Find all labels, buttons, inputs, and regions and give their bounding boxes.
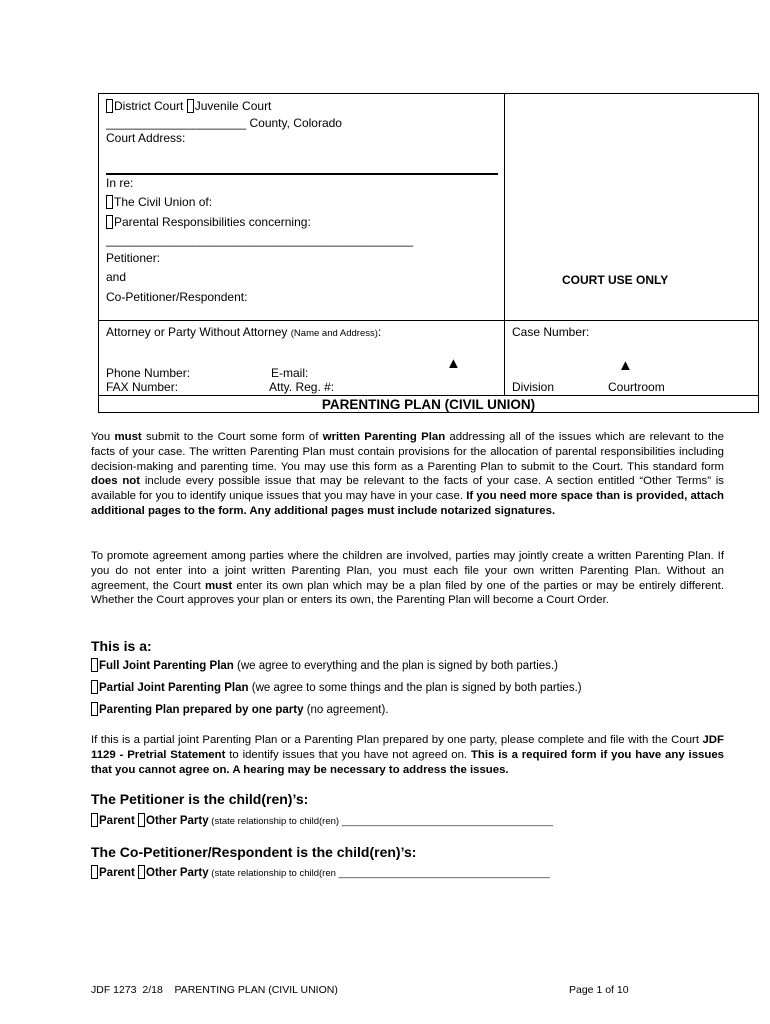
- court-use-only: COURT USE ONLY: [562, 273, 669, 287]
- option-full-joint: Full Joint Parenting Plan (we agree to everything and the plan is signed by both parties.): [91, 658, 558, 672]
- partial-plan-note: If this is a partial joint Parenting Plan or a Parenting Plan prepared by one party, please complete and file with the Court JDF 1129 - Pretrial Statement to identify issues that you have not agreed on. This is a required form if you have any issues that you cannot agree on. A hearing may be necessary to address the issues.: [91, 734, 724, 776]
- co-petitioner-heading: The Co-Petitioner/Respondent is the child(ren)’s:: [91, 844, 417, 860]
- court-type-line: [106, 99, 271, 113]
- attorney-colon: :: [377, 325, 382, 339]
- triangle-icon: ▲: [618, 357, 633, 374]
- civil-union-label: The Civil Union of:: [114, 195, 213, 209]
- case-number-label[interactable]: Case Number:: [512, 325, 590, 339]
- co-petitioner-label: Co-Petitioner/Respondent:: [106, 290, 248, 304]
- this-is-a-heading: This is a:: [91, 638, 152, 654]
- petitioner-label: Petitioner:: [106, 251, 161, 265]
- intro-paragraph-2: To promote agreement among parties where the children are involved, parties may jointly create a written Parenting Plan. If you do not enter into a joint written Parenting Plan, you must each file your own written Parenting Plan. Without an agreement, the Court must enter its own plan which may be a plan filed by one of the parties or may be entirely different. Whether the Court approves your plan or enters its own, the Parenting Plan will become a Court Order.: [91, 550, 724, 607]
- parental-resp-label: Parental Responsibilities concerning:: [114, 215, 311, 229]
- county-line[interactable]: _____________________ County, Colorado: [106, 116, 342, 130]
- partial-joint-checkbox[interactable]: [91, 680, 98, 694]
- option-one-party: Parenting Plan prepared by one party (no agreement).: [91, 702, 389, 716]
- one-party-checkbox[interactable]: [91, 702, 98, 716]
- petitioner-heading: The Petitioner is the child(ren)’s:: [91, 791, 309, 807]
- and-label: and: [106, 270, 127, 284]
- footer-form-id: JDF 1273 2/18 PARENTING PLAN (CIVIL UNION): [91, 984, 338, 996]
- option-partial-joint: Partial Joint Parenting Plan (we agree to some things and the plan is signed by both parties.): [91, 680, 582, 694]
- petitioner-parent-checkbox[interactable]: [91, 813, 98, 827]
- attorney-label: Attorney or Party Without Attorney: [106, 325, 288, 339]
- petitioner-relationship-line: Parent Other Party (state relationship to child(ren) ________________________________________: [91, 813, 553, 827]
- division-label[interactable]: Division: [512, 380, 555, 394]
- atty-reg-label[interactable]: Atty. Reg. #:: [269, 380, 335, 394]
- court-address-rule: [106, 173, 498, 175]
- civil-union-line: [106, 195, 212, 209]
- co-petitioner-other-checkbox[interactable]: [138, 865, 145, 879]
- court-address-label: Court Address:: [106, 131, 186, 145]
- form-title: PARENTING PLAN (CIVIL UNION): [321, 397, 536, 412]
- caption-title-divider: [98, 395, 759, 396]
- in-re-label: In re:: [106, 176, 134, 190]
- triangle-icon: ▲: [446, 355, 461, 372]
- attorney-line: [106, 325, 381, 339]
- juvenile-court-label: Juvenile Court: [194, 99, 272, 113]
- parental-resp-checkbox[interactable]: [106, 215, 113, 229]
- caption-box: [98, 93, 759, 413]
- courtroom-label[interactable]: Courtroom: [608, 380, 665, 394]
- phone-label[interactable]: Phone Number:: [106, 366, 191, 380]
- district-court-label: District Court: [114, 99, 184, 113]
- petitioner-other-checkbox[interactable]: [138, 813, 145, 827]
- caption-horizontal-divider: [98, 320, 759, 321]
- district-court-checkbox[interactable]: [106, 99, 113, 113]
- juvenile-court-checkbox[interactable]: [187, 99, 194, 113]
- footer-page-number: Page 1 of 10: [569, 984, 629, 996]
- full-joint-checkbox[interactable]: [91, 658, 98, 672]
- intro-paragraph-1: You must submit to the Court some form of written Parenting Plan addressing all of the issues which are relevant to the facts of your case. The written Parenting Plan must contain provisions for the allocation of parental responsibilities including decision-making and parenting time. You may use this form as a Parenting Plan to submit to the Court. This standard form does not include every possible issue that may be relevant to the facts of your case. A section entitled “Other Terms” is available for you to identify unique issues that you may have in your case. If you need more space than is provided, attach additional pages to the form. Any additional pages must include notarized signatures.: [91, 431, 724, 517]
- parental-resp-line: [106, 215, 311, 229]
- party-names-blank[interactable]: ______________________________________________: [106, 233, 413, 247]
- attorney-note: (Name and Address): [290, 328, 378, 339]
- civil-union-checkbox[interactable]: [106, 195, 113, 209]
- caption-vertical-divider: [504, 93, 505, 395]
- email-label[interactable]: E-mail:: [271, 366, 309, 380]
- fax-label[interactable]: FAX Number:: [106, 380, 179, 394]
- co-petitioner-relationship-line: Parent Other Party (state relationship to child(ren ________________________________________: [91, 865, 550, 879]
- co-petitioner-parent-checkbox[interactable]: [91, 865, 98, 879]
